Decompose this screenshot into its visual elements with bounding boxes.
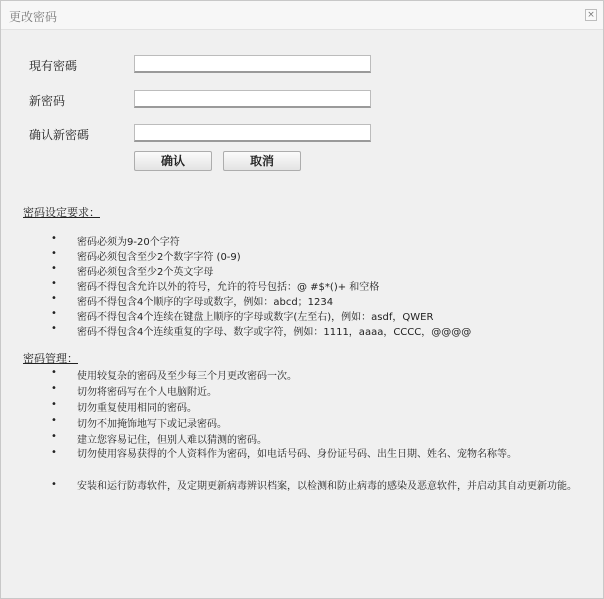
bullet-icon: • — [51, 308, 57, 319]
confirm-button[interactable]: 确认 — [134, 151, 212, 171]
bullet-icon: • — [51, 278, 57, 289]
window-title: 更改密码 — [9, 10, 58, 24]
cancel-button[interactable]: 取消 — [223, 151, 301, 171]
bullet-icon: • — [51, 323, 57, 334]
current-password-label: 現有密碼 — [29, 59, 78, 73]
bullet-icon: • — [51, 383, 57, 394]
bullet-icon: • — [51, 479, 57, 490]
bullet-icon: • — [51, 399, 57, 410]
change-password-dialog: 更改密码 × 現有密碼 新密码 确认新密碼 确认 取消 密码设定要求： • 密码必须为9-20个字符 • 密码必须包含至少2个数字字符 (0-9) • 密码必须包含至少2个英文字母 • 密码不得包含允许以外的符号，允许的符号包括：@ #$*()+ 和空格 • 密码不得包含4个顺序的字母或数字，例如：abcd；1234 • 密码不得包含4个连续在键盘上顺序的字母或数字(左至右)，例如：asdf，QWER • 密码不得包含4个连续重复的字母、数字或字符，例如：1111，aaaa，CCCC，@@@@ 密码管理： • 使用较复杂的密码及至少每三个月更改密码一次。 • 切勿将密码写在个人电脑附近。 • 切勿重复使用相同的密码。 • 切勿不加掩饰地写下或记录密码。 • 建立您容易记住，但别人难以猜测的密码。 • 切勿使用容易获得的个人资料作为密码，如电话号码、身份证号码、出生日期、姓名、宠物名称等。 • 安装和运行防毒软件，及定期更新病毒辨识档案，以检测和防止病毒的感染及恶意软件，并启动其自动更新功能。 — [0, 0, 604, 599]
requirements-heading: 密码设定要求： — [23, 206, 100, 219]
new-password-label: 新密码 — [29, 94, 66, 108]
bullet-icon: • — [51, 293, 57, 304]
title-bar — [1, 1, 603, 30]
close-icon[interactable]: × — [585, 9, 597, 21]
bullet-icon: • — [51, 431, 57, 442]
bullet-icon: • — [51, 367, 57, 378]
bullet-icon: • — [51, 233, 57, 244]
confirm-password-label: 确认新密碼 — [29, 128, 90, 142]
bullet-icon: • — [51, 263, 57, 274]
current-password-field[interactable] — [134, 55, 371, 73]
new-password-field[interactable] — [134, 90, 371, 108]
bullet-icon: • — [51, 447, 57, 458]
bullet-icon: • — [51, 415, 57, 426]
confirm-password-field[interactable] — [134, 124, 371, 142]
management-heading: 密码管理： — [23, 352, 78, 365]
bullet-icon: • — [51, 248, 57, 259]
